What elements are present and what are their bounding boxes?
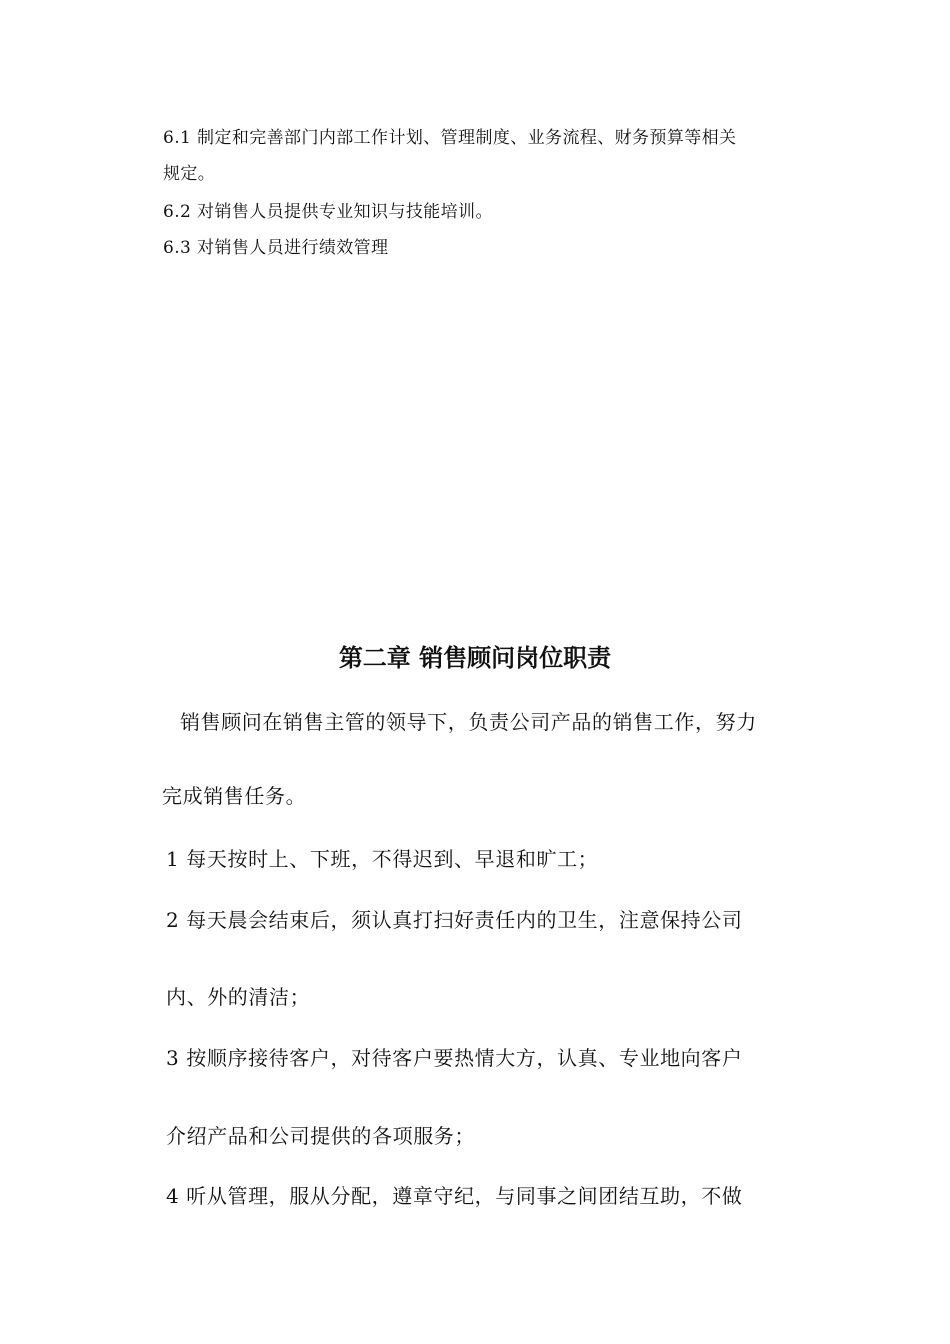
duty-3-line-1: 3 按顺序接待客户，对待客户要热情大方，认真、专业地向客户 <box>166 1046 743 1070</box>
duty-2-line-2: 内、外的清洁； <box>166 985 311 1009</box>
section-6-1-line-2: 规定。 <box>163 164 216 184</box>
duty-1: 1 每天按时上、下班，不得迟到、早退和旷工； <box>166 847 599 871</box>
section-6-1-line-1: 6.1 制定和完善部门内部工作计划、管理制度、业务流程、财务预算等相关 <box>163 128 737 148</box>
intro-line-1: 销售顾问在销售主管的领导下，负责公司产品的销售工作，努力 <box>180 710 757 734</box>
intro-line-2: 完成销售任务。 <box>162 784 307 808</box>
duty-3-line-2: 介绍产品和公司提供的各项服务； <box>166 1124 475 1148</box>
section-6-2: 6.2 对销售人员提供专业知识与技能培训。 <box>163 202 493 222</box>
duty-4-line-1: 4 听从管理，服从分配，遵章守纪，与同事之间团结互助，不做 <box>166 1184 743 1208</box>
section-6-3: 6.3 对销售人员进行绩效管理 <box>163 238 389 258</box>
chapter-title: 第二章 销售顾问岗位职责 <box>338 644 612 672</box>
duty-2-line-1: 2 每天晨会结束后，须认真打扫好责任内的卫生，注意保持公司 <box>166 908 743 932</box>
